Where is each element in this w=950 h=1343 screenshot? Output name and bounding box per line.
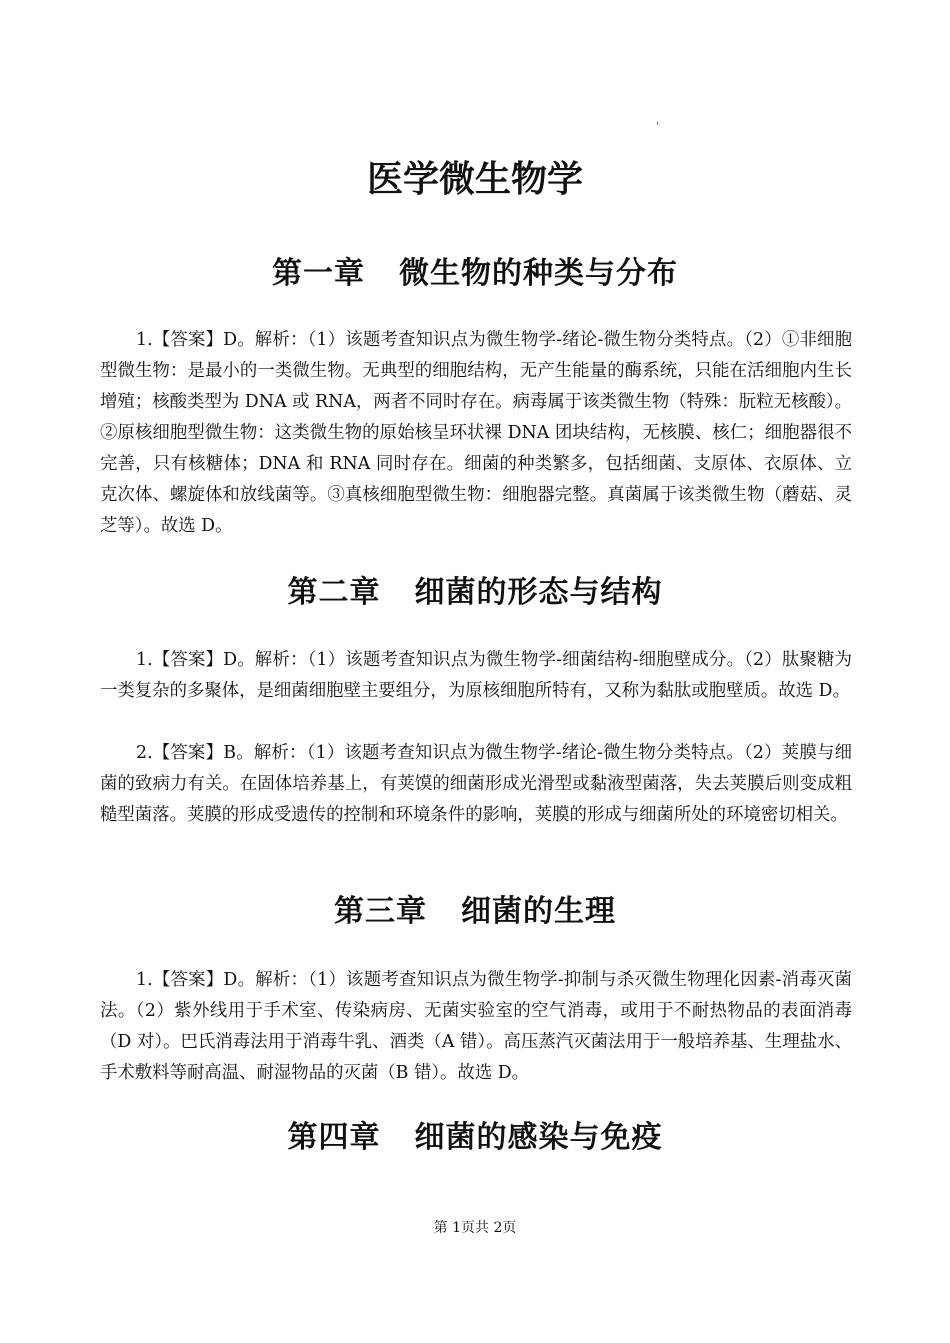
chapter-1-answer-1: 1.【答案】D。解析：（1）该题考查知识点为微生物学-绪论-微生物分类特点。（2）①非细胞型微生物：是最小的一类微生物。无典型的细胞结构，无产生能量的酶系统，只能在活细胞内生长增殖；核酸类型为 DNA 或 RNA，两者不同时存在。病毒属于该类微生物（特殊：朊粒无核酸）。②原核细胞型微生物：这类微生物的原始核呈环状裸 DNA 团块结构，无核膜、核仁；细胞器很不完善，只有核糖体；DNA 和 RNA 同时存在。细菌的种类繁多，包括细菌、支原体、衣原体、立克次体、螺旋体和放线菌等。③真核细胞型微生物：细胞器完整。真菌属于该类微生物（蘑菇、灵芝等）。故选 D。 — [100, 330, 852, 536]
document-title: 医学微生物学 — [366, 159, 583, 200]
chapter-4-heading — [0, 1116, 950, 1160]
stray-tick-mark: ' — [656, 120, 660, 133]
chapter-name: 细菌的感染与免疫 — [414, 1120, 663, 1155]
chapter-3-answer-1: 1.【答案】D。解析：（1）该题考查知识点为微生物学-抑制与杀灭微生物理化因素-消毒灭菌法。（2）紫外线用于手术室、传染病房、无菌实验室的空气消毒，或用于不耐热物品的表面消毒（D 对）。巴氏消毒法用于消毒牛乳、酒类（A 错）。高压蒸汽灭菌法用于一般培养基、生理盐水、手术敷料等耐高温、耐湿物品的灭菌（B 错）。故选 D。 — [100, 970, 852, 1083]
chapter-2-heading — [0, 571, 950, 615]
chapter-name: 细菌的生理 — [461, 894, 616, 929]
page-footer: 第 1页共 2页 — [433, 1220, 517, 1236]
chapter-3-heading — [0, 890, 950, 934]
chapter-number: 第三章 — [334, 894, 427, 929]
chapter-name: 细菌的形态与结构 — [414, 575, 663, 610]
chapter-1-heading — [0, 252, 950, 296]
chapter-number: 第一章 — [272, 256, 365, 291]
chapter-name: 微生物的种类与分布 — [399, 256, 678, 291]
chapter-number: 第二章 — [287, 575, 381, 610]
chapter-number: 第四章 — [287, 1120, 381, 1155]
chapter-2-answer-1: 1.【答案】D。解析：（1）该题考查知识点为微生物学-细菌结构-细胞壁成分。（2）肽聚糖为一类复杂的多聚体，是细菌细胞壁主要组分，为原核细胞所特有，又称为黏肽或胞壁质。故选 D。 — [100, 650, 852, 701]
chapter-2-answer-2: 2.【答案】B。解析：（1）该题考查知识点为微生物学-绪论-微生物分类特点。（2）荚膜与细菌的致病力有关。在固体培养基上，有荚馍的细菌形成光滑型或黏液型菌落，失去荚膜后则变成粗糙型菌落。荚膜的形成受遗传的控制和环境条件的影响，荚膜的形成与细菌所处的环境密切相关。 — [100, 743, 852, 825]
